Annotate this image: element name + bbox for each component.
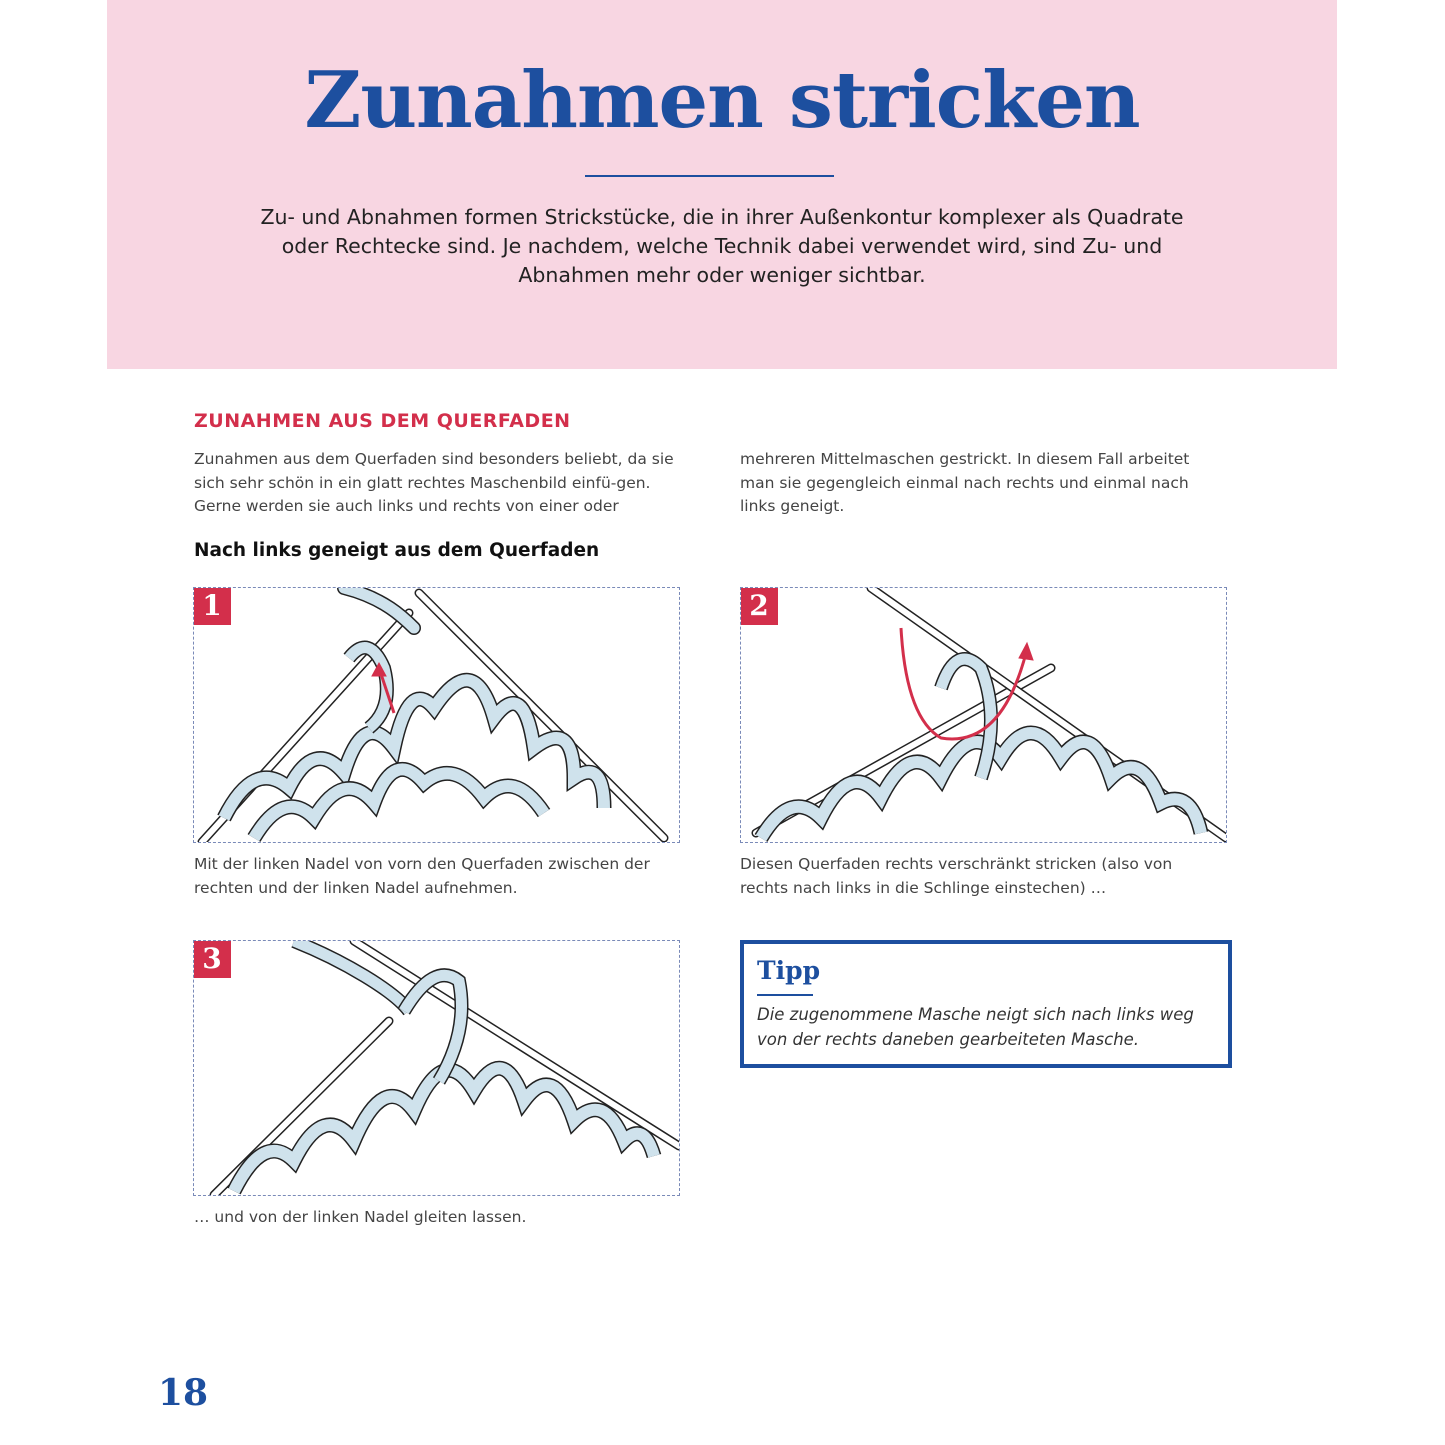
red-arrow-icon [1019, 643, 1033, 660]
tip-title: Tipp [757, 956, 821, 985]
body-paragraph-right: mehreren Mittelmaschen gestrickt. In diesem Fall arbeitet man sie gegengleich einmal nach rechts und einmal nach links geneigt. [740, 450, 1190, 515]
section-title: ZUNAHMEN AUS DEM QUERFADEN [194, 410, 571, 432]
page-number: 18 [158, 1372, 209, 1414]
body-paragraph-left: Zunahmen aus dem Querfaden sind besonders beliebt, da sie sich sehr schön in ein glatt rechtes Maschenbild einfü-gen. Gerne werden sie auch links und rechts von einer oder [194, 450, 674, 515]
header-banner [107, 0, 1337, 369]
step-number-badge: 1 [193, 587, 231, 625]
title-divider [585, 175, 834, 177]
step-3-caption: … und von der linken Nadel gleiten lassen. [194, 1208, 527, 1226]
step-1-caption: Mit der linken Nadel von vorn den Querfaden zwischen der rechten und der linken Nadel aufnehmen. [194, 855, 650, 897]
knitting-illustration [741, 588, 1226, 842]
tip-divider [757, 994, 813, 996]
page-title: Zunahmen stricken [304, 55, 1140, 146]
knitting-illustration [194, 588, 679, 842]
knitting-illustration [194, 941, 679, 1195]
step-number-badge: 3 [193, 940, 231, 978]
subheading: Nach links geneigt aus dem Querfaden [194, 540, 600, 561]
step-2-caption: Diesen Querfaden rechts verschränkt stricken (also von rechts nach links in die Schlinge einstechen) … [740, 855, 1173, 897]
tip-box [740, 940, 1232, 1068]
step-1-figure [193, 587, 680, 843]
step-2-figure [740, 587, 1227, 843]
intro-text: Zu- und Abnahmen formen Strickstücke, die in ihrer Außenkontur komplexer als Quadrate oder Rechtecke sind. Je nachdem, welche Technik dabei verwendet wird, sind Zu- und Abnahmen mehr oder weniger sichtbar. [260, 205, 1184, 287]
step-3-figure [193, 940, 680, 1196]
step-number-badge: 2 [740, 587, 778, 625]
tip-text: Die zugenommene Masche neigt sich nach links weg von der rechts daneben gearbeiteten Masche. [757, 1005, 1194, 1049]
